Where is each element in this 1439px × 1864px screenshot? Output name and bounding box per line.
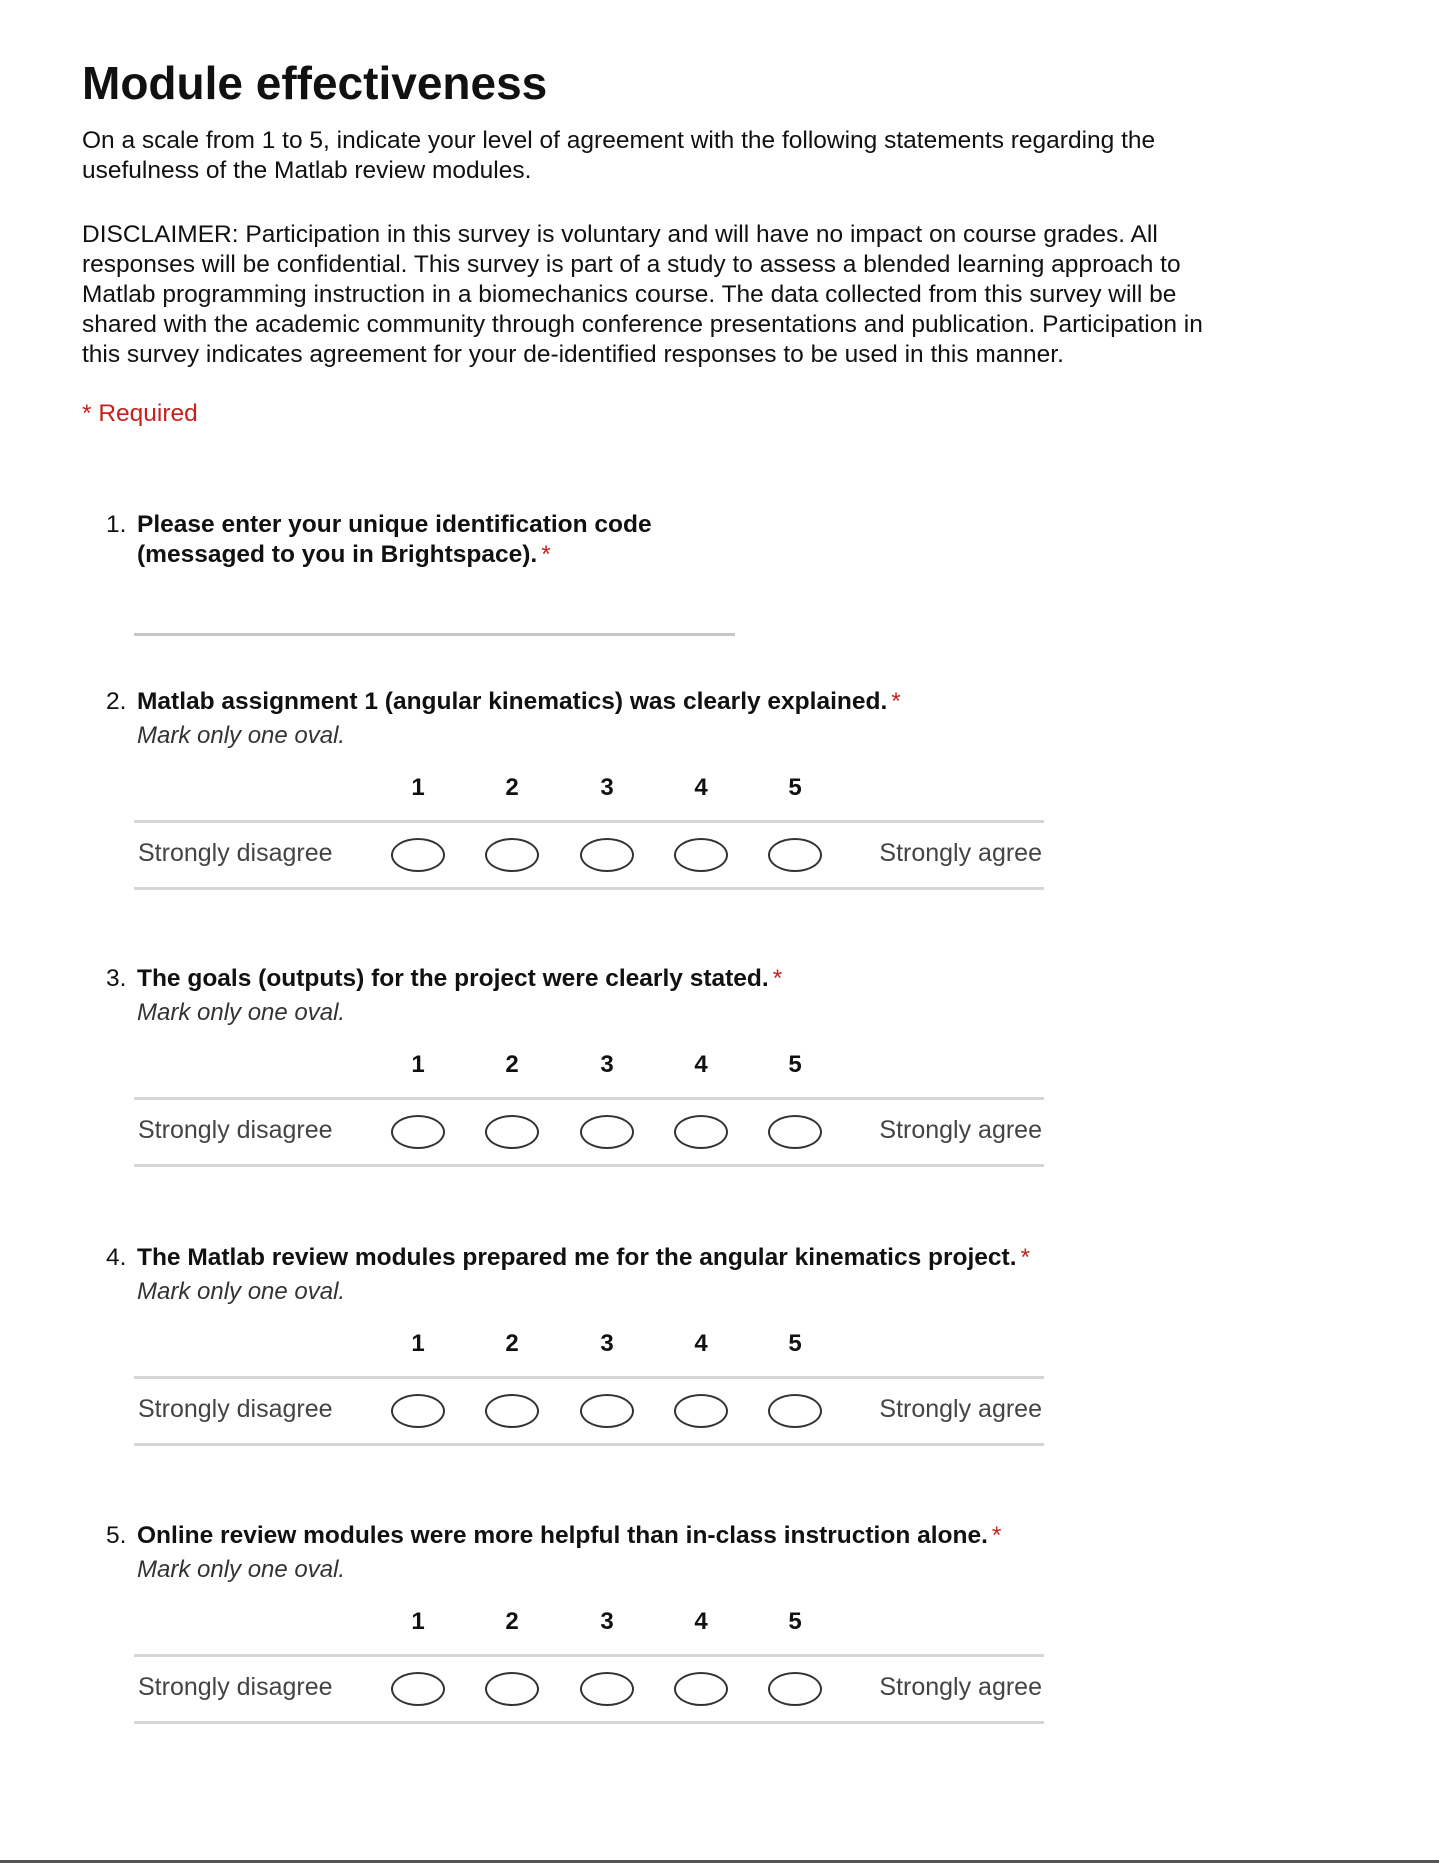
scale-row <box>134 1376 1044 1446</box>
scale-number-label: 1 <box>411 774 425 801</box>
required-asterisk: * <box>541 541 551 568</box>
scale-row <box>134 820 1044 890</box>
scale-option-5-radio[interactable] <box>768 838 822 872</box>
scale-option-5-radio[interactable] <box>768 1672 822 1706</box>
scale-option-1-radio[interactable] <box>391 838 445 872</box>
scale-option-2-radio[interactable] <box>485 1394 539 1428</box>
scale-low-label: Strongly disagree <box>138 1395 333 1423</box>
scale-number-label: 4 <box>694 1608 708 1635</box>
form-description-line: On a scale from 1 to 5, indicate your level of agreement with the following statements regarding the <box>82 127 1156 154</box>
scale-option-3-radio[interactable] <box>580 838 634 872</box>
page-bottom-rule <box>0 1860 1439 1863</box>
scale-high-label: Strongly agree <box>879 1395 1042 1423</box>
question-4 <box>0 1243 1439 1483</box>
required-note: * Required <box>82 400 198 427</box>
required-asterisk: * <box>1020 1244 1031 1271</box>
scale-number-label: 3 <box>600 1608 614 1635</box>
question-hint: Mark only one oval. <box>137 1278 346 1305</box>
form-description-line: usefulness of the Matlab review modules. <box>82 157 532 184</box>
scale-number-label: 2 <box>505 774 519 801</box>
scale-option-3-radio[interactable] <box>580 1394 634 1428</box>
scale-number-label: 3 <box>600 1330 614 1357</box>
question-2 <box>0 687 1439 927</box>
scale-option-1-radio[interactable] <box>391 1394 445 1428</box>
question-number: 5. <box>106 1522 127 1549</box>
disclaimer-line: Matlab programming instruction in a biomechanics course. The data collected from this survey will be <box>82 281 1177 308</box>
scale-number-label: 5 <box>788 1330 802 1357</box>
scale-option-2-radio[interactable] <box>485 838 539 872</box>
question-number: 2. <box>106 688 127 715</box>
question-number: 3. <box>106 965 127 992</box>
required-asterisk: * <box>991 1522 1002 1549</box>
scale-high-label: Strongly agree <box>879 1673 1042 1701</box>
disclaimer-line: DISCLAIMER: Participation in this survey is voluntary and will have no impact on course grades. All <box>82 221 1158 248</box>
question-5 <box>0 1521 1439 1761</box>
scale-option-4-radio[interactable] <box>674 1394 728 1428</box>
disclaimer-line: shared with the academic community through conference presentations and publication. Participation in <box>82 311 1203 338</box>
question-hint: Mark only one oval. <box>137 1556 346 1583</box>
form-title: Module effectiveness <box>82 57 548 109</box>
disclaimer-line: responses will be confidential. This survey is part of a study to assess a blended learning approach to <box>82 251 1181 278</box>
scale-option-1-radio[interactable] <box>391 1672 445 1706</box>
scale-option-5-radio[interactable] <box>768 1394 822 1428</box>
scale-option-5-radio[interactable] <box>768 1115 822 1149</box>
scale-number-label: 4 <box>694 1330 708 1357</box>
scale-high-label: Strongly agree <box>879 1116 1042 1144</box>
question-hint: Mark only one oval. <box>137 722 346 749</box>
question-text: Online review modules were more helpful than in-class instruction alone. <box>137 1522 988 1549</box>
scale-option-4-radio[interactable] <box>674 838 728 872</box>
scale-number-label: 2 <box>505 1330 519 1357</box>
question-text: The Matlab review modules prepared me for the angular kinematics project. <box>137 1244 1017 1271</box>
scale-number-label: 5 <box>788 774 802 801</box>
scale-number-label: 3 <box>600 1051 614 1078</box>
scale-row <box>134 1654 1044 1724</box>
scale-option-2-radio[interactable] <box>485 1672 539 1706</box>
disclaimer-line: this survey indicates agreement for your de-identified responses to be used in this manner. <box>82 341 1064 368</box>
question-text: Please enter your unique identification code <box>137 511 652 538</box>
scale-option-1-radio[interactable] <box>391 1115 445 1149</box>
question-heading <box>106 510 1306 570</box>
scale-number-label: 5 <box>788 1051 802 1078</box>
question-number: 4. <box>106 1244 127 1271</box>
scale-number-label: 1 <box>411 1330 425 1357</box>
scale-row <box>134 1097 1044 1167</box>
scale-low-label: Strongly disagree <box>138 839 333 867</box>
question-heading <box>106 964 1306 994</box>
scale-number-label: 4 <box>694 1051 708 1078</box>
question-number: 1. <box>106 511 127 538</box>
scale-number-label: 4 <box>694 774 708 801</box>
identification-code-input[interactable] <box>134 633 735 636</box>
question-hint: Mark only one oval. <box>137 999 346 1026</box>
required-asterisk: * <box>891 688 901 715</box>
scale-number-label: 1 <box>411 1051 425 1078</box>
required-asterisk: * <box>772 965 783 992</box>
scale-number-label: 2 <box>505 1608 519 1635</box>
question-1 <box>0 510 1439 640</box>
scale-option-4-radio[interactable] <box>674 1672 728 1706</box>
question-text: Matlab assignment 1 (angular kinematics) was clearly explained. <box>137 688 888 715</box>
scale-number-label: 5 <box>788 1608 802 1635</box>
question-heading <box>106 1243 1306 1273</box>
scale-number-label: 1 <box>411 1608 425 1635</box>
scale-number-label: 2 <box>505 1051 519 1078</box>
question-text: The goals (outputs) for the project were clearly stated. <box>137 965 769 992</box>
scale-option-3-radio[interactable] <box>580 1115 634 1149</box>
scale-option-2-radio[interactable] <box>485 1115 539 1149</box>
question-heading <box>106 687 1306 717</box>
scale-option-3-radio[interactable] <box>580 1672 634 1706</box>
scale-low-label: Strongly disagree <box>138 1673 333 1701</box>
scale-option-4-radio[interactable] <box>674 1115 728 1149</box>
scale-number-label: 3 <box>600 774 614 801</box>
scale-high-label: Strongly agree <box>879 839 1042 867</box>
scale-low-label: Strongly disagree <box>138 1116 333 1144</box>
question-3 <box>0 964 1439 1204</box>
question-text-continued: (messaged to you in Brightspace). <box>137 541 538 568</box>
question-heading <box>106 1521 1306 1551</box>
